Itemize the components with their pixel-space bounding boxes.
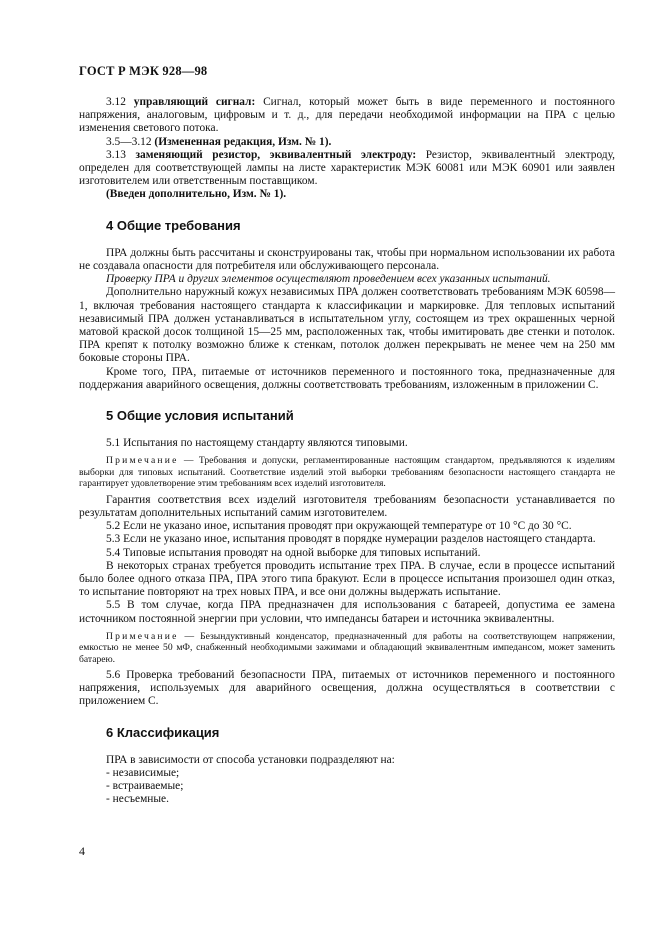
section-6-title: 6 Классификация xyxy=(106,724,220,740)
term: заменяющий резистор, эквивалентный электроду: xyxy=(135,148,417,161)
clause-number: 3.5—3.12 xyxy=(106,135,152,148)
section-4-paragraph: ПРА должны быть рассчитаны и сконструированы так, чтобы при нормальном использовании их работа не создавала опасности для потребителя или обслуживающего персонала. xyxy=(79,246,615,273)
section-5-paragraph: Гарантия соответствия всех изделий изготовителя требованиям безопасности устанавливается по результатам дополнительных испытаний самим изготовителем. xyxy=(79,493,615,519)
section-4-paragraph: Дополнительно наружный кожух независимых ПРА должен соответствовать требованиям МЭК 60598—1, включая требования настоящего стандарта к классификации и маркировке. Для тепловых испытаний независимый ПРА должен устанавливаться в испытательном углу, состоящем из трех окрашенных черной матовой краской досок толщиной 15—25 мм, расположенных так, чтобы имитировать две стенки и потолок. ПРА крепят к потолку возможно ближе к стенкам, потолок должен перекрывать не менее чем на 250 мм боковые стороны ПРА. xyxy=(79,286,615,365)
note xyxy=(79,631,615,665)
note-label: Примечание xyxy=(106,455,179,467)
clause-number: 3.13 xyxy=(106,148,126,161)
clause-5-5: 5.5 В том случае, когда ПРА предназначен для использования с батареей, допустима ее замена источником постоянной энергии при условии, что импедансы батареи и источника эквивалентны. xyxy=(79,599,615,625)
note-text: — Безындуктивный конденсатор, предназначенный для работы на соответствующем напряжении, емкостью не менее 50 мФ, снабженный необходимыми зажимами и обладающий эквивалентным импедансом, может заменить батарею. xyxy=(79,630,615,665)
clause-5-2: 5.2 Если не указано иное, испытания проводят при окружающей температуре от 10 °С до 30 °С. xyxy=(106,520,572,533)
list-item: - независимые; xyxy=(106,766,180,779)
section-5-title: 5 Общие условия испытаний xyxy=(106,408,294,424)
definition: Сигнал, который может быть в виде переменного и постоянного напряжения, аналоговым, цифровым и т. д., для передачи необходимой информации на ПРА с целью изменения светового потока. xyxy=(79,96,615,135)
page-header: ГОСТ Р МЭК 928—98 xyxy=(79,64,208,78)
amendment-note: (Измененная редакция, Изм. № 1). xyxy=(154,135,332,148)
clause-5-3: 5.3 Если не указано иное, испытания проводят в порядке нумерации разделов настоящего стандарта. xyxy=(106,533,596,546)
note-label: Примечание xyxy=(106,630,179,642)
page-number: 4 xyxy=(79,844,85,858)
amendment-added: (Введен дополнительно, Изм. № 1). xyxy=(106,188,287,201)
clause-3-12 xyxy=(79,96,615,136)
section-5-paragraph: В некоторых странах требуется проводить испытание трех ПРА. В случае, если в процессе испытаний было более одного отказа ПРА, ПРА этого типа бракуют. Если в процессе испытания произошел один отказ, то испытание повторяют на трех новых ПРА, и все они должны выдержать испытание. xyxy=(79,559,615,599)
clause-5-6: 5.6 Проверка требований безопасности ПРА, питаемых от источников переменного и постоянного напряжения, используемых для аварийного освещения, должна осуществляться в соответствии с приложением С. xyxy=(79,668,615,708)
clause-number: 3.12 xyxy=(106,96,126,108)
note-text: — Требования и допуски, регламентированные настоящим стандартом, предъявляются к изделиям выборки для типовых испытаний. Соответствие изделий этой выборки требованиям безопасности настоящего стандарта не гарантирует удовлетворение этим требованиям всех изделий изготовителя. xyxy=(79,455,615,490)
clause-5-4: 5.4 Типовые испытания проводят на одной выборке для типовых испытаний. xyxy=(106,546,481,559)
section-4-verification: Проверку ПРА и других элементов осуществляют проведением всех указанных испытаний. xyxy=(106,273,551,286)
note xyxy=(79,455,615,489)
section-6-paragraph: ПРА в зависимости от способа установки подразделяют на: xyxy=(106,753,395,766)
section-4-paragraph: Кроме того, ПРА, питаемые от источников переменного и постоянного тока, предназначенные для поддержания аварийного освещения, должны соответствовать требованиям, изложенным в приложении С. xyxy=(79,365,615,391)
clause-5-1: 5.1 Испытания по настоящему стандарту являются типовыми. xyxy=(106,437,408,450)
section-4-title: 4 Общие требования xyxy=(106,217,241,233)
definition: Резистор, эквивалентный электроду, определен для соответствующей лампы на листе характеристик МЭК 60081 или МЭК 60901 или заявлен изготовителем или ответственным поставщиком. xyxy=(79,148,616,188)
list-item: - несъемные. xyxy=(106,793,169,806)
clause-3-13 xyxy=(79,149,615,189)
term: управляющий сигнал: xyxy=(133,96,256,108)
list-item: - встраиваемые; xyxy=(106,780,184,793)
clause-3-5-3-12 xyxy=(79,136,615,149)
page-content xyxy=(79,96,615,807)
